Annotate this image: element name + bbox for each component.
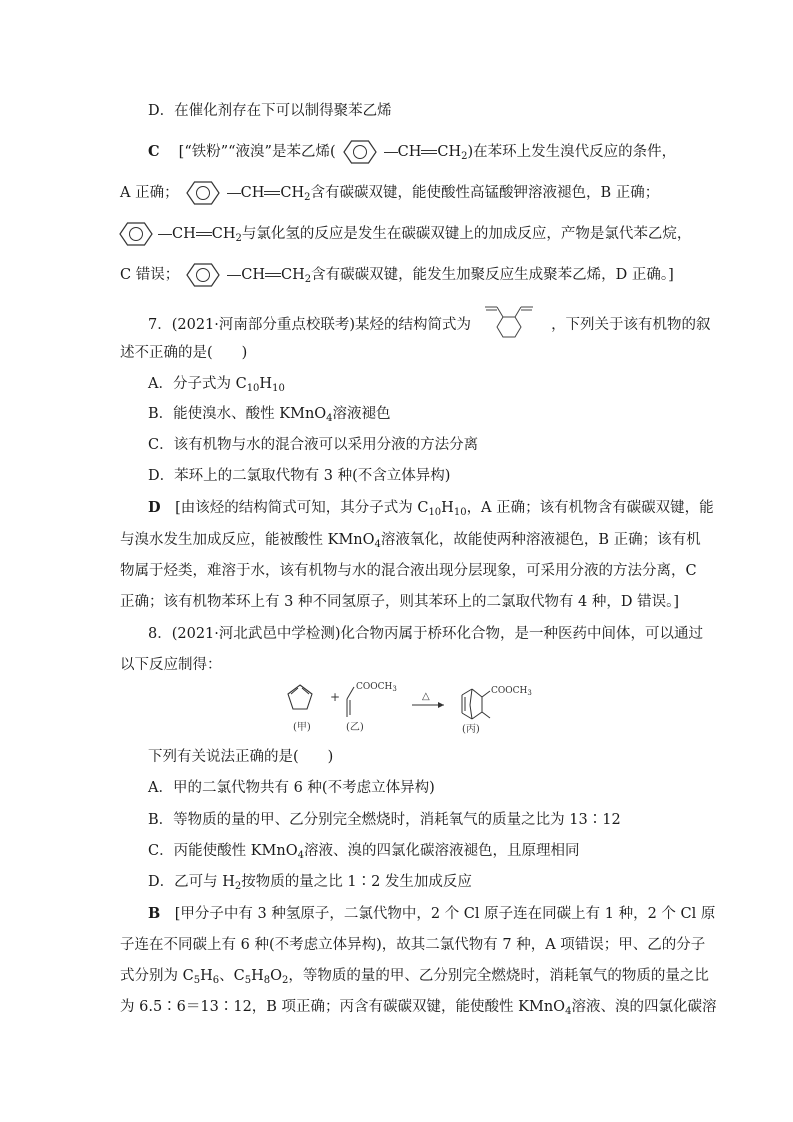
benzene-ring-icon (179, 262, 227, 288)
bicyclic-product-structure-icon (462, 689, 490, 719)
q7-explanation-line2: 与溴水发生加成反应，能被酸性 KMnO$_4$溶液氧化，故能使两种溶液褪色，B 正确；该有机 (120, 532, 701, 550)
q8-explanation-line3: 式分别为 $C_5H_6$、$C_5H_8O_2$，等物质的量的甲、乙分别完全燃烧时，消耗氧气的物质的量之比 (120, 968, 709, 986)
q8-explanation-line1: B [甲分子中有 3 种氢原子，二氯代物中，2 个 Cl 原子连在同碳上有 1 种，2 个 Cl 原 (148, 905, 716, 922)
q8-answer-letter: B (148, 905, 161, 922)
q7-option-a: A．分子式为 $C_{10}H_{10}$ (148, 376, 285, 394)
q6-explanation-line3: CH $CH_2$与氯化氢的反应是发生在碳碳双键上的加成反应，产物是氯代苯乙烷， (118, 221, 691, 247)
q7-explanation-line1: D [由该烃的结构简式可知，其分子式为 $C_{10}H_{10}$，A 正确；该有机物含有碳碳双键，能 (148, 499, 714, 518)
yi-group: $COOCH_3$ (356, 682, 397, 693)
q7-option-b: B．能使溴水、酸性 KMnO$_4$溶液褪色 (148, 406, 391, 424)
benzene-ring-icon (118, 221, 158, 247)
label-jia: (甲) (293, 722, 311, 733)
q8-option-c: C．丙能使酸性 KMnO$_4$溶液、溴的四氯化碳溶液褪色，且原理相同 (148, 843, 580, 861)
q6-explanation-line4: C 错误； CH $CH_2$含有碳碳双键，能发生加聚反应生成聚苯乙烯，D 正确。] (120, 262, 674, 288)
q7-explanation-line4: 正确；该有机物苯环上有 3 种不同氢原子，则其苯环上的二氯取代物有 4 种，D 错误。] (120, 594, 680, 610)
q7-option-c: C．该有机物与水的混合液可以采用分液的方法分离 (148, 437, 479, 453)
q7-stem-line2: 述不正确的是( ) (120, 345, 248, 361)
cyclopentadiene-structure-icon (288, 685, 312, 709)
reaction-arrow-icon (412, 702, 444, 708)
heat-symbol: △ (422, 691, 430, 702)
q6-answer-letter: C (148, 143, 160, 160)
q7-stem-line1: 7．(2021·河南部分重点校联考)某烃的结构简式为 ，下列关于该有机物的叙 (148, 305, 711, 341)
q8-explanation-line4: 为 6.5∶6＝13∶12，B 项正确；丙含有碳碳双键，能使酸性 KMnO$_4$溶液、溴的四氯化碳溶 (120, 999, 717, 1017)
label-yi: (乙) (346, 722, 364, 733)
styrene-ch: CH (397, 144, 422, 160)
reaction-scheme (284, 679, 540, 739)
q6-explanation-line1: C [“铁粉”“液溴”是苯乙烯( CH $CH_2$)在苯环上发生溴代反应的条件， (148, 139, 676, 165)
q7-answer-letter: D (148, 499, 161, 516)
label-bing: (丙) (462, 724, 480, 735)
methyl-butenoate-structure-icon (347, 687, 354, 717)
bing-group: $COOCH_3$ (491, 686, 532, 697)
benzene-ring-icon (179, 180, 227, 206)
q8-stem-line2: 以下反应制得： (120, 657, 222, 673)
q8-stem-line1: 8．(2021·河北武邑中学检测)化合物丙属于桥环化合物，是一种医药中间体，可以通过 (148, 626, 704, 642)
benzene-ring-icon (336, 139, 384, 165)
q8-option-b: B．等物质的量的甲、乙分别完全燃烧时，消耗氧气的质量之比为 13∶12 (148, 812, 621, 828)
q8-option-d: D．乙可与 $H_2$按物质的量之比 1∶2 发生加成反应 (148, 874, 472, 892)
q6-option-d: D．在催化剂存在下可以制得聚苯乙烯 (148, 103, 392, 119)
divinylbenzene-structure-icon (471, 305, 551, 341)
plus-sign: + (330, 690, 341, 704)
q8-prompt: 下列有关说法正确的是( ) (148, 749, 334, 765)
q7-option-d: D．苯环上的二氯取代物有 3 种(不含立体异构) (148, 468, 451, 484)
q8-explanation-line2: 子连在不同碳上有 6 种(不考虑立体异构)，故其二氯代物有 7 种，A 项错误；甲、乙的分子 (120, 937, 706, 953)
q6-explanation-line2: A 正确； CH $CH_2$含有碳碳双键，能使酸性高锰酸钾溶液褪色，B 正确； (120, 180, 659, 206)
q8-option-a: A．甲的二氯代物共有 6 种(不考虑立体异构) (148, 780, 435, 796)
q7-explanation-line3: 物属于烃类，难溶于水，该有机物与水的混合液出现分层现象，可采用分液的方法分离，C (120, 563, 697, 579)
